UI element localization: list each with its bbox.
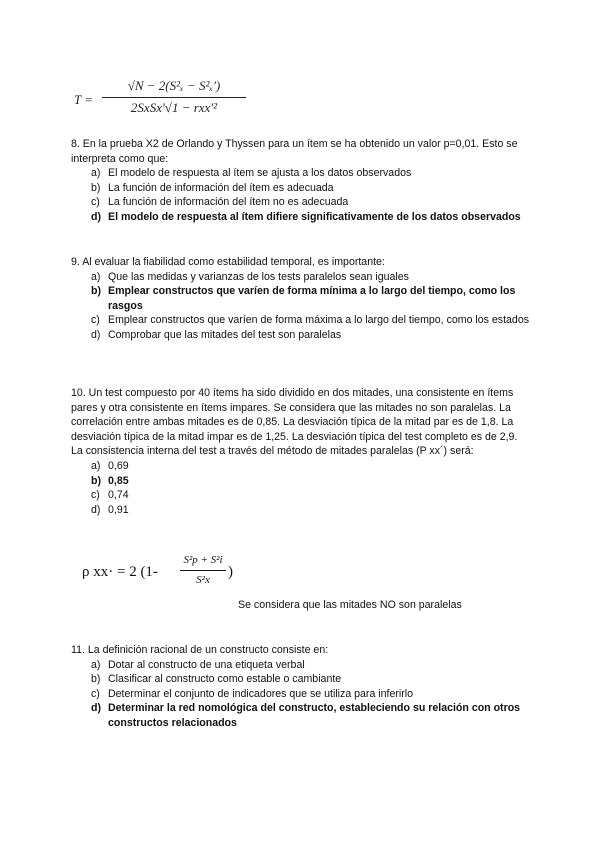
question-10-option-a[interactable] bbox=[71, 459, 531, 474]
option-label: d) bbox=[91, 328, 101, 341]
option-label: d) bbox=[91, 702, 101, 715]
formula-t-numerator: √N − 2(S²ₓ − S²ₓ′) bbox=[127, 78, 221, 93]
question-11-options bbox=[71, 658, 531, 731]
option-label: c) bbox=[91, 687, 100, 700]
formula-note: Se considera que las mitades NO son paralelas bbox=[238, 599, 462, 611]
formula-rho-numerator: S²p + S²i bbox=[183, 554, 223, 566]
question-10-text: 10. Un test compuesto por 40 ítems ha sido dividido en dos mitades, una consistente en ítems pares y otra consistente en ítems impares. Se considera que las mitades no son paralelas. La correlación entre ambas mitades es de 0,85. La desviación típica de la mitad par es de 1,8. La desviación típica de la mitad impar es de 1,25. La desviación típica del test completo es de 2,9. La consistencia interna del test a través del método de mitades paralelas (P xx´) será: bbox=[71, 387, 518, 458]
question-11-option-b[interactable] bbox=[71, 672, 531, 687]
question-8-option-c[interactable] bbox=[71, 195, 531, 210]
option-text: Dotar al constructo de una etiqueta verbal bbox=[108, 658, 305, 671]
question-10 bbox=[71, 386, 531, 517]
question-11-option-d[interactable] bbox=[71, 701, 531, 730]
option-text: Comprobar que las mitades del test son paralelas bbox=[108, 328, 342, 341]
option-label: c) bbox=[91, 196, 100, 209]
formula-rho-main: ρ xx· = 2 (1- bbox=[82, 564, 158, 580]
question-11-option-c[interactable] bbox=[71, 687, 531, 702]
option-text: Determinar la red nomológica del constructo, estableciendo su relación con otros constructos relacionados bbox=[108, 702, 521, 729]
question-8-text: 8. En la prueba X2 de Orlando y Thyssen para un ítem se ha obtenido un valor p=0,01. Esto se interpreta como que: bbox=[71, 138, 518, 165]
question-11-option-a[interactable] bbox=[71, 658, 531, 673]
question-11 bbox=[71, 643, 531, 731]
option-text: 0,69 bbox=[108, 459, 129, 472]
option-text: Emplear constructos que varíen de forma mínima a lo largo del tiempo, como los rasgos bbox=[108, 285, 516, 312]
question-8 bbox=[71, 137, 531, 225]
option-text: La función de información del ítem no es adecuada bbox=[108, 196, 349, 209]
formula-rho-fraction bbox=[180, 553, 226, 587]
question-11-text: 11. La definición racional de un constructo consiste en: bbox=[71, 644, 329, 656]
formula-t-lhs: T = bbox=[74, 92, 94, 107]
option-label: b) bbox=[91, 181, 101, 194]
option-label: c) bbox=[91, 489, 100, 502]
option-label: d) bbox=[91, 210, 101, 223]
formula-rho-denominator: S²x bbox=[196, 573, 210, 586]
option-text: Que las medidas y varianzas de los tests paralelos sean iguales bbox=[108, 270, 409, 283]
option-text: 0,91 bbox=[108, 503, 129, 516]
formula-rho-close: ) bbox=[228, 564, 233, 580]
option-text: Determinar el conjunto de indicadores que se utiliza para inferirlo bbox=[108, 687, 414, 700]
question-10-option-c[interactable] bbox=[71, 488, 531, 503]
question-10-option-d[interactable] bbox=[71, 503, 531, 518]
formula-t-denominator: 2SxSx′√1 − rxx′² bbox=[130, 99, 218, 115]
option-label: a) bbox=[91, 658, 101, 671]
option-text: La función de información del ítem es adecuada bbox=[108, 181, 334, 194]
option-label: a) bbox=[91, 270, 101, 283]
question-10-option-b[interactable] bbox=[71, 474, 531, 489]
question-9-option-d[interactable] bbox=[71, 328, 531, 343]
question-9-option-c[interactable] bbox=[71, 313, 531, 328]
question-8-option-a[interactable] bbox=[71, 166, 531, 181]
option-label: b) bbox=[91, 285, 101, 298]
question-8-option-d[interactable] bbox=[71, 210, 531, 225]
option-label: b) bbox=[91, 673, 101, 686]
option-label: a) bbox=[91, 167, 101, 180]
question-10-options bbox=[71, 459, 531, 517]
option-text: El modelo de respuesta al ítem se ajusta a los datos observados bbox=[108, 167, 412, 180]
question-8-option-b[interactable] bbox=[71, 181, 531, 196]
formula-t bbox=[74, 76, 294, 124]
option-label: c) bbox=[91, 314, 100, 327]
option-text: Clasificar al constructo como estable o cambiante bbox=[108, 673, 342, 686]
question-9-options bbox=[71, 270, 531, 343]
formula-t-fraction bbox=[102, 79, 246, 115]
option-text: 0,85 bbox=[108, 474, 129, 487]
option-label: b) bbox=[91, 474, 101, 487]
option-text: Emplear constructos que varíen de forma máxima a lo largo del tiempo, como los estados bbox=[108, 314, 530, 327]
option-text: 0,74 bbox=[108, 489, 129, 502]
formula-rho bbox=[82, 553, 282, 597]
question-9-text: 9. Al evaluar la fiabilidad como estabilidad temporal, es importante: bbox=[71, 256, 385, 268]
question-9-option-b[interactable] bbox=[71, 284, 531, 313]
question-9 bbox=[71, 255, 531, 343]
question-9-option-a[interactable] bbox=[71, 270, 531, 285]
option-label: d) bbox=[91, 503, 101, 516]
option-label: a) bbox=[91, 459, 101, 472]
question-8-options bbox=[71, 166, 531, 224]
option-text: El modelo de respuesta al ítem difiere significativamente de los datos observados bbox=[108, 210, 521, 223]
